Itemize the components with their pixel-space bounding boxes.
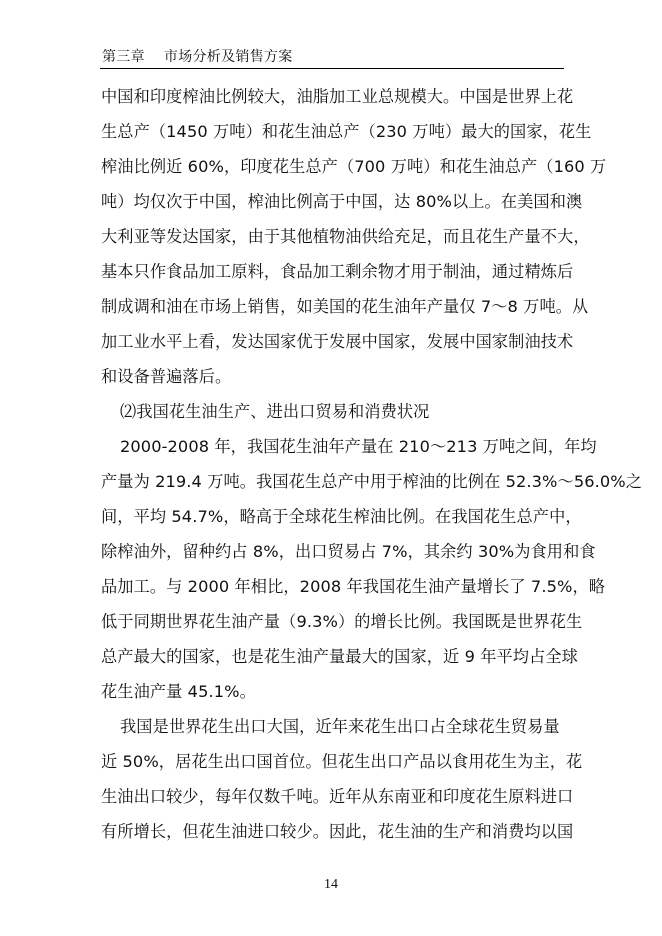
- text-line: 制成调和油在市场上销售，如美国的花生油年产量仅 7～8 万吨。从: [101, 297, 589, 316]
- text-line: 除榨油外，留种约占 8%，出口贸易占 7%，其余约 30%为食用和食: [101, 542, 596, 561]
- text-line: 基本只作食品加工原料，食品加工剩余物才用于制油，通过精炼后: [101, 262, 574, 281]
- text-line: 品加工。与 2000 年相比，2008 年我国花生油产量增长了 7.5%，略: [101, 577, 606, 596]
- text-line: 有所增长，但花生油进口较少。因此，花生油的生产和消费均以国: [101, 822, 574, 841]
- text-line: 吨）均仅次于中国，榨油比例高于中国，达 80%以上。在美国和澳: [101, 192, 583, 211]
- text-line: 花生油产量 45.1%。: [101, 682, 256, 701]
- text-line: 榨油比例近 60%，印度花生总产（700 万吨）和花生油总产（160 万: [101, 157, 607, 176]
- text-line: 加工业水平上看，发达国家优于发展中国家，发展中国家制油技术: [101, 332, 574, 351]
- text-line: 总产最大的国家，也是花生油产量最大的国家，近 9 年平均占全球: [101, 647, 578, 666]
- text-line: 近 50%，居花生出口国首位。但花生出口产品以食用花生为主，花: [101, 752, 583, 771]
- text-line: 2000-2008 年，我国花生油年产量在 210～213 万吨之间，年均: [120, 437, 597, 456]
- text-line: 和设备普遍落后。: [101, 367, 232, 386]
- page-header: [100, 48, 564, 69]
- text-line: 低于同期世界花生油产量（9.3%）的增长比例。我国既是世界花生: [101, 612, 583, 631]
- text-line: 生总产（1450 万吨）和花生油总产（230 万吨）最大的国家，花生: [101, 122, 592, 141]
- text-line: 大利亚等发达国家，由于其他植物油供给充足，而且花生产量不大，: [101, 227, 590, 246]
- text-line: 间，平均 54.7%，略高于全球花生榨油比例。在我国花生总产中，: [101, 507, 582, 526]
- chapter-title: 第三章 市场分析及销售方案: [102, 49, 293, 65]
- text-line: 中国和印度榨油比例较大，油脂加工业总规模大。中国是世界上花: [101, 87, 574, 106]
- page-number: 14: [324, 877, 338, 892]
- section-heading: ⑵我国花生油生产、进出口贸易和消费状况: [120, 402, 430, 421]
- text-line: 产量为 219.4 万吨。我国花生总产中用于榨油的比例在 52.3%～56.0%之: [101, 472, 643, 491]
- text-line: 生油出口较少，每年仅数千吨。近年从东南亚和印度花生原料进口: [101, 787, 574, 806]
- text-line: 我国是世界花生出口大国，近年来花生出口占全球花生贸易量: [120, 717, 560, 736]
